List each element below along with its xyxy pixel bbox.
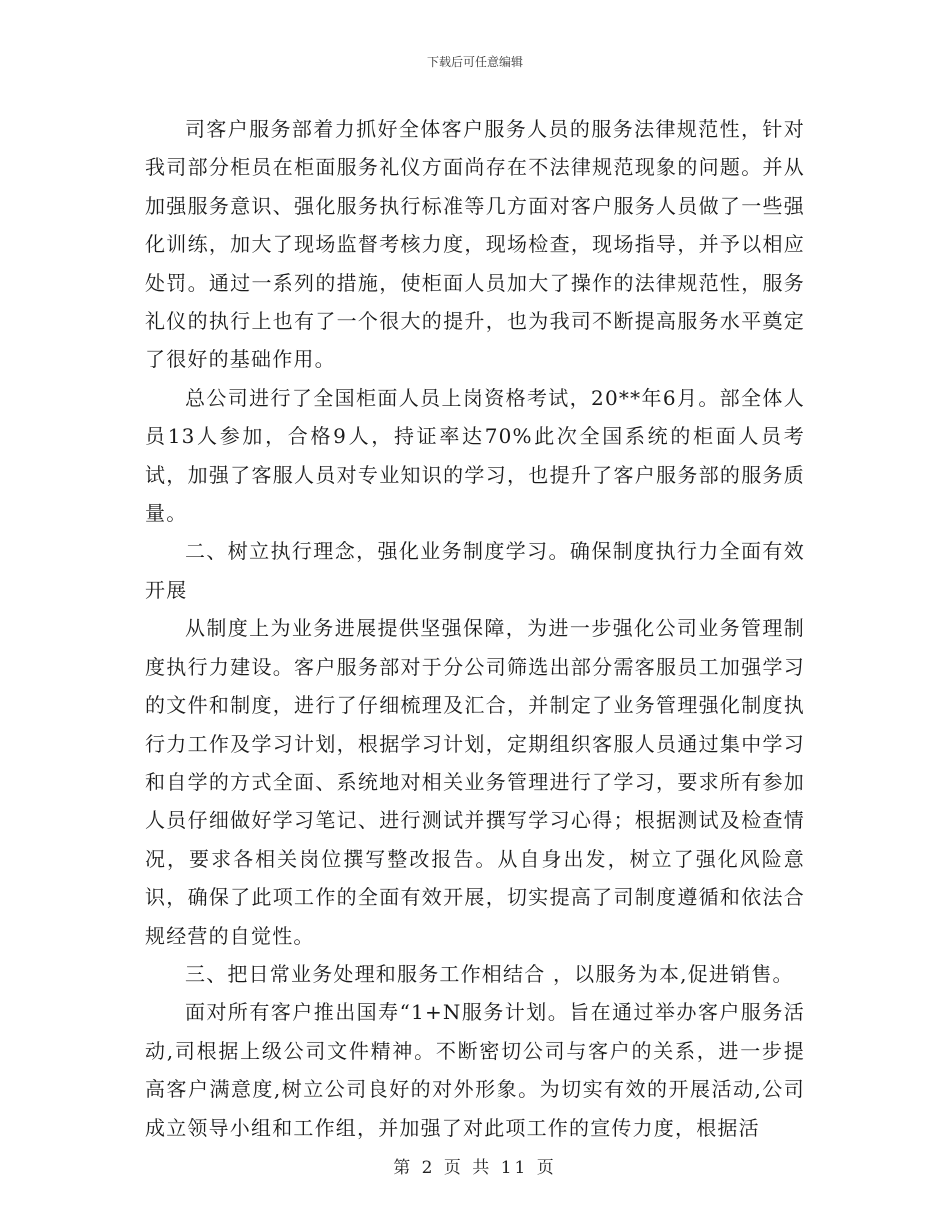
body-paragraph: 司客户服务部着力抓好全体客户服务人员的服务法律规范性，针对我司部分柜员在柜面服务礼仪方面尚存在不法律规范现象的问题。并从加强服务意识、强化服务执行标准等几方面对客户服务人员做了一些强化训练，加大了现场监督考核力度，现场检查，现场指导，并予以相应处罚。通过一系列的措施，使柜面人员加大了操作的法律规范性，服务礼仪的执行上也有了一个很大的提升，也为我司不断提高服务水平奠定了很好的基础作用。 (145, 117, 805, 372)
section-heading: 二、树立执行理念，强化业务制度学习。确保制度执行力全面有效开展 (145, 539, 805, 602)
page-header-note: 下载后可任意编辑 (426, 55, 523, 69)
section-heading: 三、把日常业务处理和服务工作相结合 ，以服务为本,促进销售。 (185, 961, 794, 986)
body-paragraph: 面对所有客户推出国寿“1+N服务计划。旨在通过举办客户服务活动,司根据上级公司文件精神。不断密切公司与客户的关系，进一步提高客户满意度,树立公司良好的对外形象。为切实有效的开展活动,公司成立领导小组和工作组，并加强了对此项工作的宣传力度，根据活 (145, 1000, 805, 1140)
page-number: 第 2 页 共 11 页 (393, 1158, 557, 1178)
body-paragraph: 从制度上为业务进展提供坚强保障，为进一步强化公司业务管理制度执行力建设。客户服务部对于分公司筛选出部分需客服员工加强学习的文件和制度，进行了仔细梳理及汇合，并制定了业务管理强化制度执行力工作及学习计划，根据学习计划，定期组织客服人员通过集中学习和自学的方式全面、系统地对相关业务管理进行了学习，要求所有参加人员仔细做好学习笔记、进行测试并撰写学习心得；根据测试及检查情况，要求各相关岗位撰写整改报告。从自身出发，树立了强化风险意识，确保了此项工作的全面有效开展，切实提高了司制度遵循和依法合规经营的自觉性。 (145, 616, 805, 948)
body-paragraph: 总公司进行了全国柜面人员上岗资格考试，20**年6月。部全体人员13人参加，合格9人，持证率达70%此次全国系统的柜面人员考试，加强了客服人员对专业知识的学习，也提升了客户服务部的服务质量。 (145, 385, 805, 526)
document-body (145, 110, 805, 1147)
